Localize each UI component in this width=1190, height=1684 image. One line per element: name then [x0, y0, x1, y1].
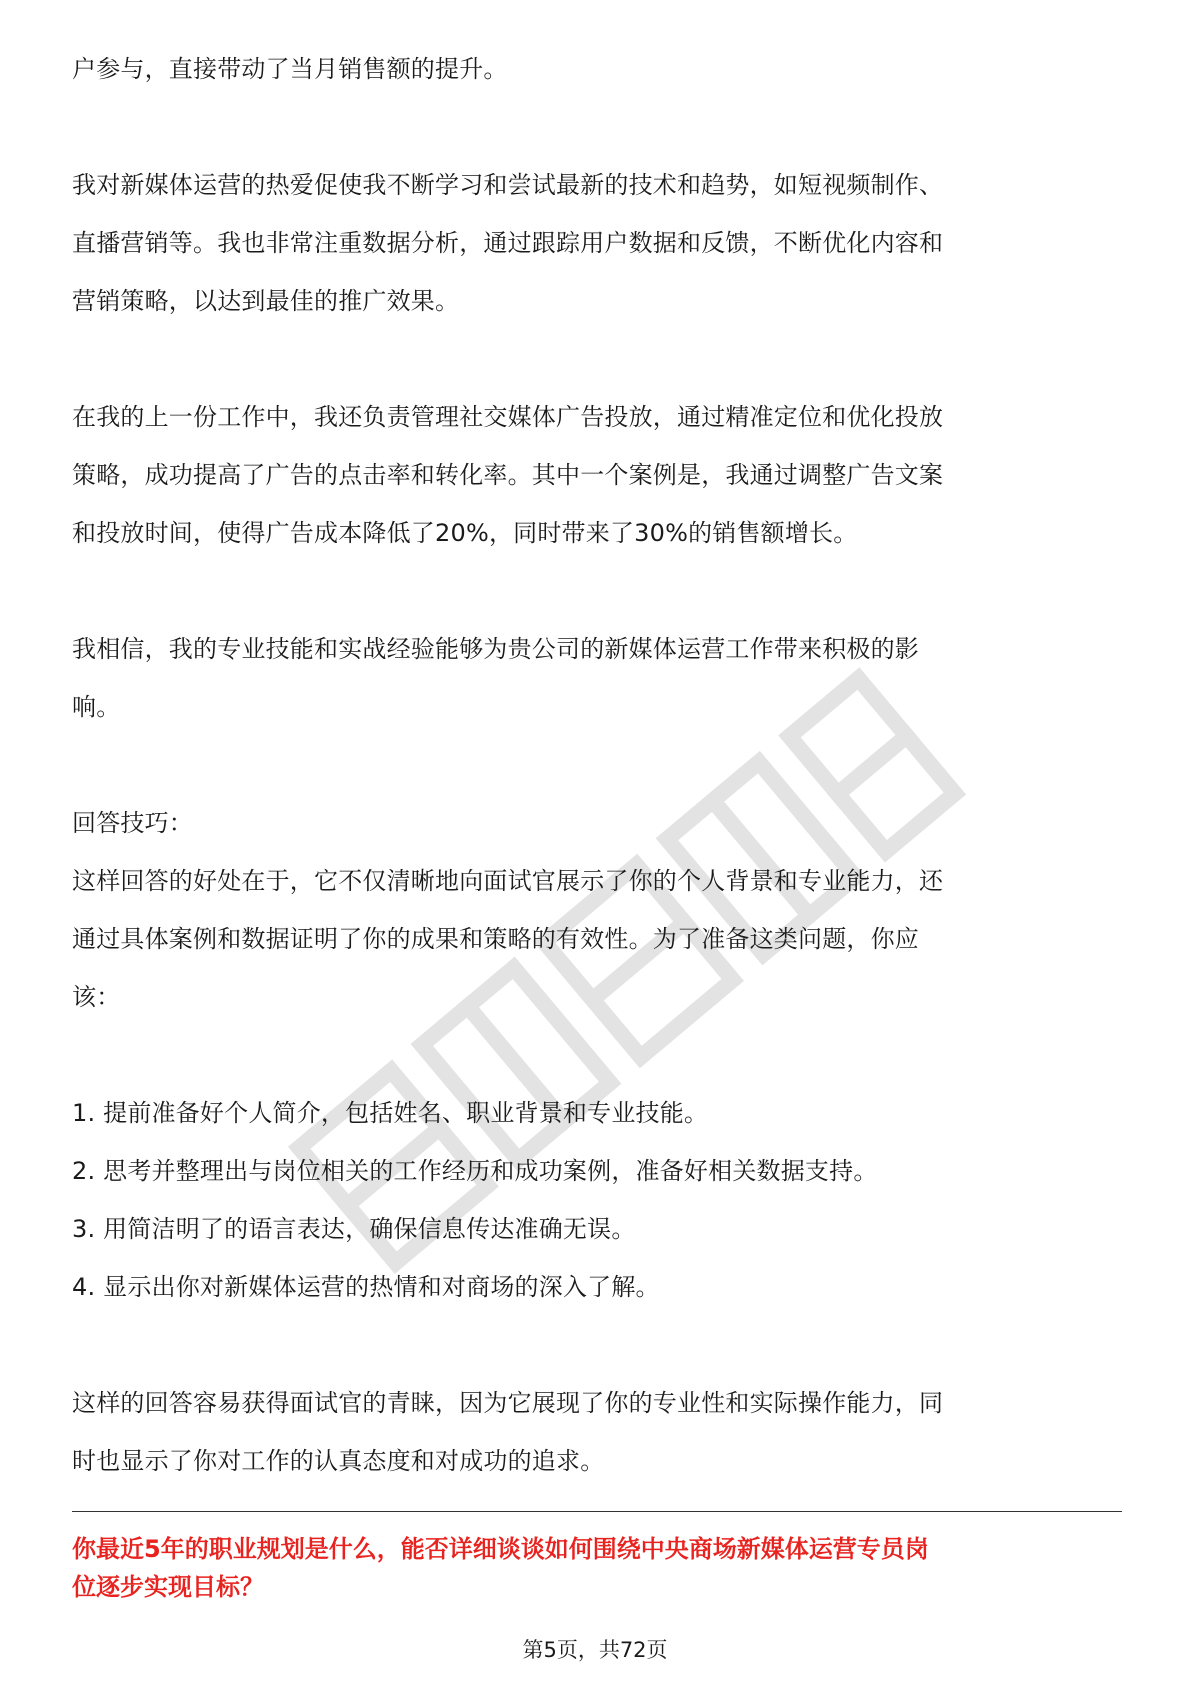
paragraph-line: 时也显示了你对工作的认真态度和对成功的追求。: [72, 1447, 605, 1475]
tips-heading: 回答技巧：: [72, 809, 193, 837]
tips-list: [72, 1084, 1122, 1316]
paragraph-line: 在我的上一份工作中，我还负责管理社交媒体广告投放，通过精准定位和优化投放: [72, 403, 944, 431]
list-item: 3. 用简洁明了的语言表达，确保信息传达准确无误。: [72, 1215, 636, 1243]
paragraph-closing: [72, 1374, 1122, 1490]
paragraph-line: 我对新媒体运营的热爱促使我不断学习和尝试最新的技术和趋势，如短视频制作、: [72, 171, 944, 199]
section-divider: [72, 1511, 1122, 1512]
paragraph-line: 这样的回答容易获得面试官的青睐，因为它展现了你的专业性和实际操作能力，同: [72, 1389, 944, 1417]
paragraph-belief: [72, 620, 1122, 736]
paragraph-line: 我相信，我的专业技能和实战经验能够为贵公司的新媒体运营工作带来积极的影: [72, 635, 919, 663]
paragraph-intro-tail: 户参与，直接带动了当月销售额的提升。: [72, 55, 508, 83]
next-question-heading: [72, 1530, 1122, 1606]
paragraph-line: 通过具体案例和数据证明了你的成果和策略的有效性。为了准备这类问题，你应: [72, 925, 919, 953]
paragraph-line: 营销策略，以达到最佳的推广效果。: [72, 287, 460, 315]
paragraph-line: 直播营销等。我也非常注重数据分析，通过跟踪用户数据和反馈，不断优化内容和: [72, 229, 944, 257]
page-number: 第5页，共72页: [522, 1638, 668, 1662]
list-item: 4. 显示出你对新媒体运营的热情和对商场的深入了解。: [72, 1273, 660, 1301]
list-item: 2. 思考并整理出与岗位相关的工作经历和成功案例，准备好相关数据支持。: [72, 1157, 878, 1185]
paragraph-line: 策略，成功提高了广告的点击率和转化率。其中一个案例是，我通过调整广告文案: [72, 461, 944, 489]
tips-intro: [72, 852, 1122, 1026]
paragraph-passion: [72, 156, 1122, 330]
paragraph-line: 该：: [72, 983, 121, 1011]
document-body: [72, 40, 1122, 1490]
list-item: 1. 提前准备好个人简介，包括姓名、职业背景和专业技能。: [72, 1099, 709, 1127]
paragraph-ads: [72, 388, 1122, 562]
paragraph-line: 和投放时间，使得广告成本降低了20%，同时带来了30%的销售额增长。: [72, 519, 858, 547]
question-line: 位逐步实现目标？: [72, 1573, 264, 1601]
question-line: 你最近5年的职业规划是什么，能否详细谈谈如何围绕中央商场新媒体运营专员岗: [72, 1535, 929, 1563]
paragraph-line: 响。: [72, 693, 121, 721]
paragraph-line: 这样回答的好处在于，它不仅清晰地向面试官展示了你的个人背景和专业能力，还: [72, 867, 944, 895]
